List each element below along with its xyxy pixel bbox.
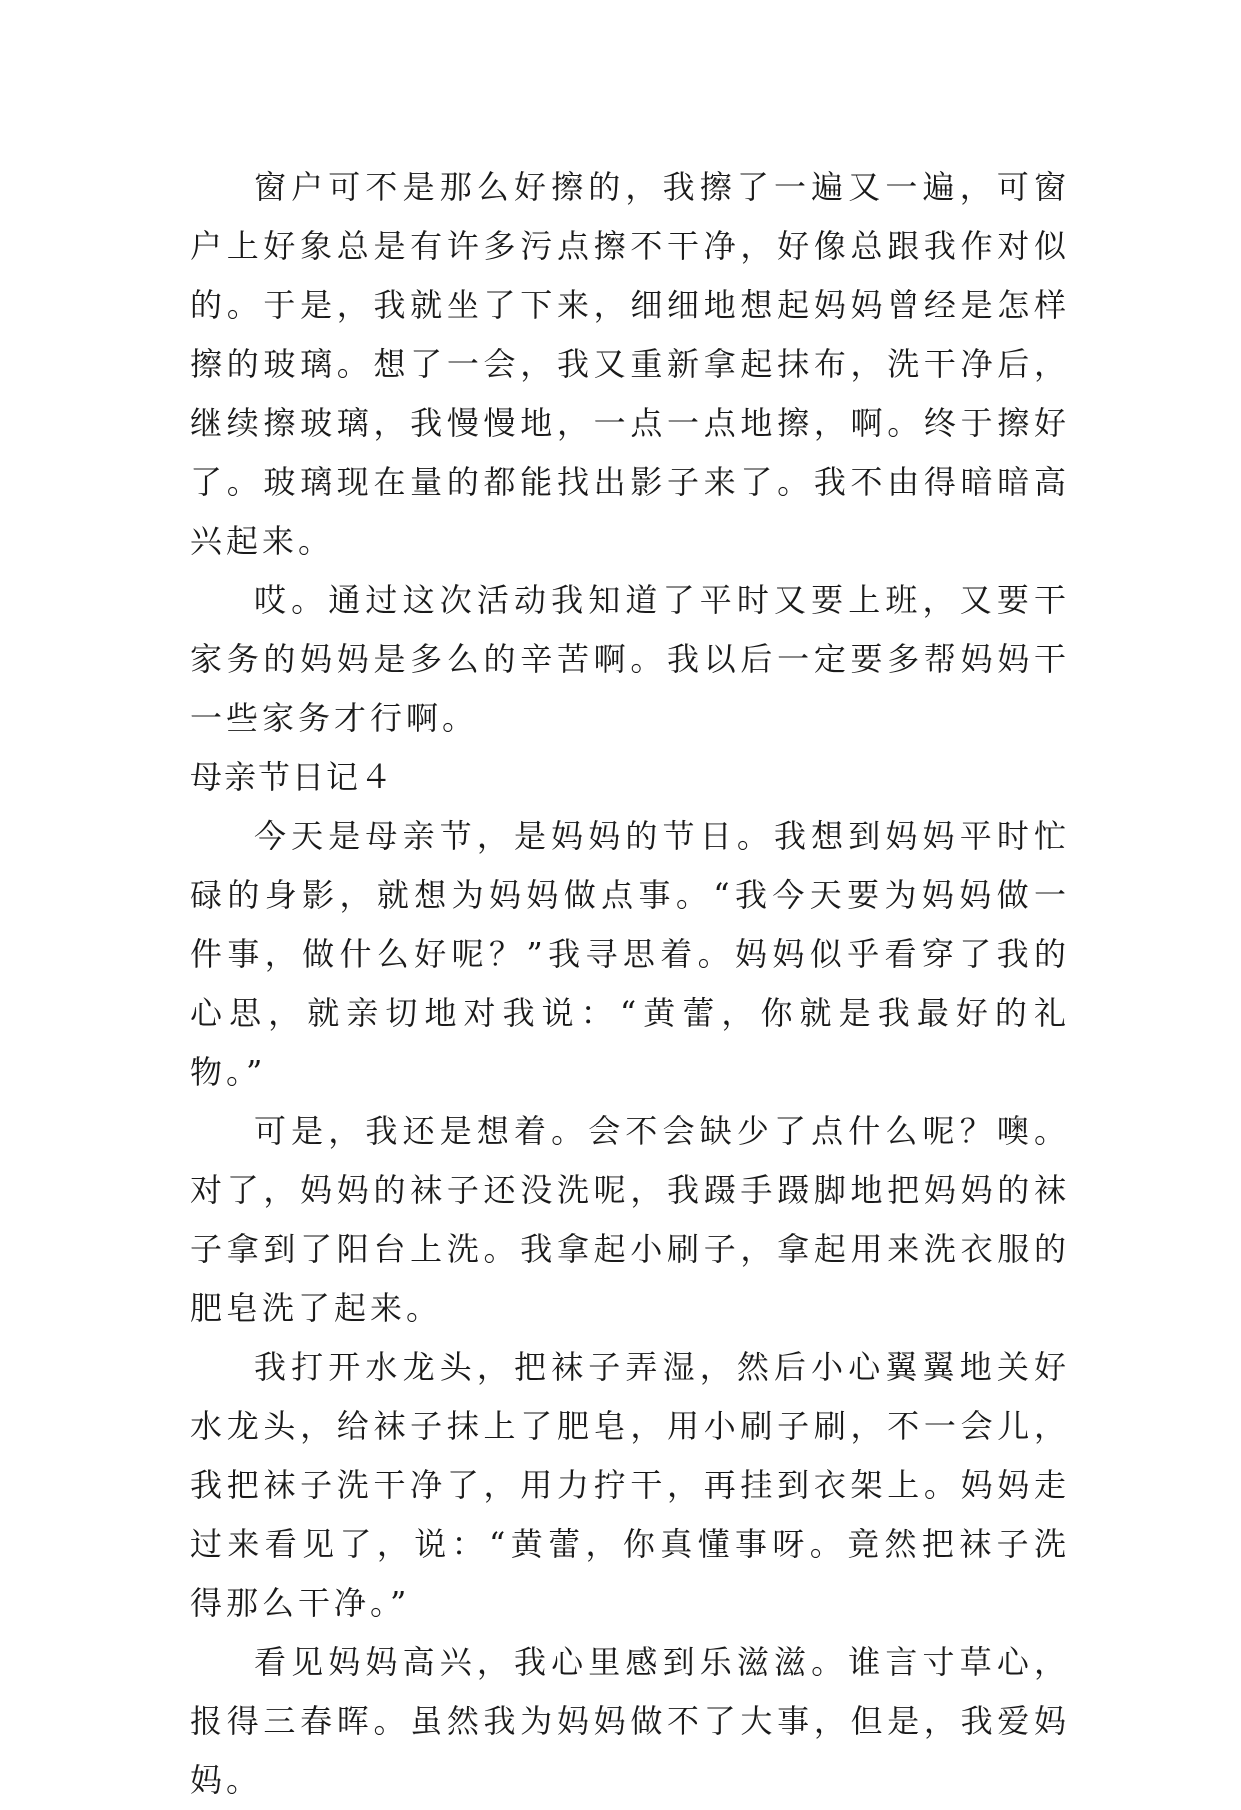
paragraph: 今天是母亲节，是妈妈的节日。我想到妈妈平时忙碌的身影，就想为妈妈做点事。“我今天要为妈妈做一件事，做什么好呢？”我寻思着。妈妈似乎看穿了我的心思，就亲切地对我说：“黄蕾，你就是我最好的礼物。” [190, 817, 1070, 1091]
paragraph: 哎。通过这次活动我知道了平时又要上班，又要干家务的妈妈是多么的辛苦啊。我以后一定要多帮妈妈干一些家务才行啊。 [190, 581, 1070, 737]
paragraph: 我打开水龙头，把袜子弄湿，然后小心翼翼地关好水龙头，给袜子抹上了肥皂，用小刷子刷，不一会儿，我把袜子洗干净了，用力拧干，再挂到衣架上。妈妈走过来看见了，说：“黄蕾，你真懂事呀。竟然把袜子洗得那么干净。” [190, 1348, 1070, 1622]
top-section [190, 158, 1070, 748]
paragraph: 可是，我还是想着。会不会缺少了点什么呢？噢。对了，妈妈的袜子还没洗呢，我蹑手蹑脚地把妈妈的袜子拿到了阳台上洗。我拿起小刷子，拿起用来洗衣服的肥皂洗了起来。 [190, 1112, 1070, 1327]
paragraph: 窗户可不是那么好擦的，我擦了一遍又一遍，可窗户上好象总是有许多污点擦不干净，好像总跟我作对似的。于是，我就坐了下来，细细地想起妈妈曾经是怎样擦的玻璃。想了一会，我又重新拿起抹布，洗干净后，继续擦玻璃，我慢慢地，一点一点地擦，啊。终于擦好了。玻璃现在量的都能找出影子来了。我不由得暗暗高兴起来。 [190, 168, 1070, 560]
diary-4-section [190, 748, 1070, 1810]
section-heading: 母亲节日记４ [190, 758, 395, 796]
paragraph: 看见妈妈高兴，我心里感到乐滋滋。谁言寸草心，报得三春晖。虽然我为妈妈做不了大事，但是，我爱妈妈。 [190, 1643, 1070, 1799]
